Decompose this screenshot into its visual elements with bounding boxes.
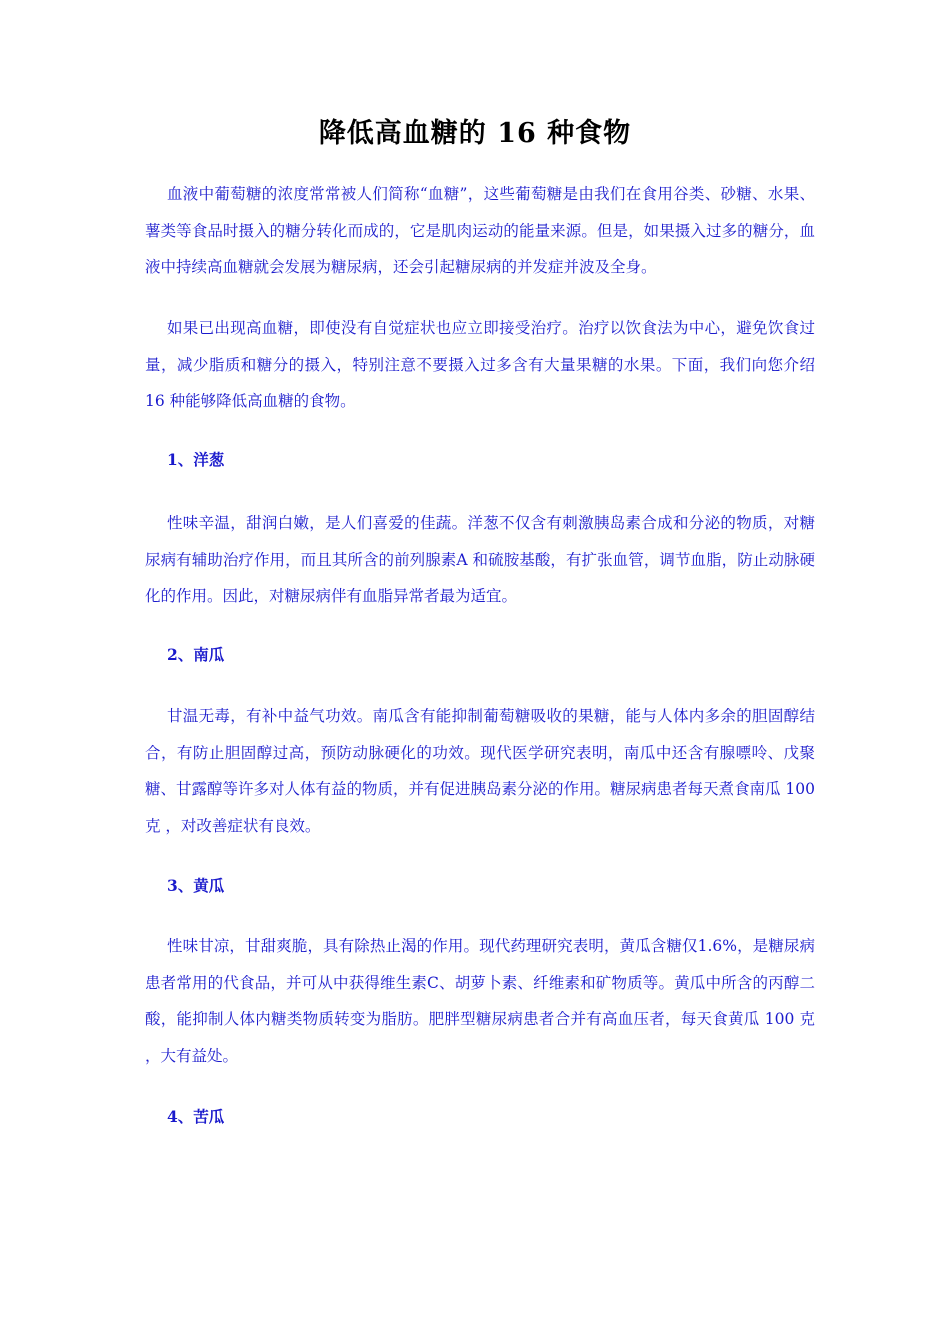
intro-paragraph-2: 如果已出现高血糖，即使没有自觉症状也应立即接受治疗。治疗以饮食法为中心，避免饮食过量，减少脂质和糖分的摄入，特别注意不要摄入过多含有大量果糖的水果。下面，我们向您介绍 16 种能够降低高血糖的食物。 — [145, 319, 815, 410]
food-text-pumpkin: 甘温无毒，有补中益气功效。南瓜含有能抑制葡萄糖吸收的果糖，能与人体内多余的胆固醇结合，有防止胆固醇过高，预防动脉硬化的功效。现代医学研究表明，南瓜中还含有腺嘌呤、戊聚糖、甘露醇等许多对人体有益的物质，并有促进胰岛素分泌的作用。糖尿病患者每天煮食南瓜 100 克 ，对改善症状有良效。 — [145, 707, 816, 835]
food-text-cucumber: 性味甘凉，甘甜爽脆，具有除热止渴的作用。现代药理研究表明，黄瓜含糖仅1.6%，是糖尿病患者常用的代食品，并可从中获得维生素C、胡萝卜素、纤维素和矿物质等。黄瓜中所含的丙醇二酸，能抑制人体内糖类物质转变为脂肪。肥胖型糖尿病患者合并有高血压者，每天食黄瓜 100 克 ，大有益处。 — [145, 937, 815, 1065]
food-heading-cucumber: 3、黄瓜 — [167, 876, 225, 895]
food-text-onion: 性味辛温，甜润白嫩，是人们喜爱的佳蔬。洋葱不仅含有刺激胰岛素合成和分泌的物质，对糖尿病有辅助治疗作用，而且其所含的前列腺素A 和硫胺基酸，有扩张血管，调节血脂，防止动脉硬化的作用。因此，对糖尿病伴有血脂异常者最为适宜。 — [145, 514, 815, 605]
document-title: 降低高血糖的 16 种食物 — [318, 118, 632, 150]
intro-paragraph-1: 血液中葡萄糖的浓度常常被人们简称“血糖”，这些葡萄糖是由我们在食用谷类、砂糖、水果、薯类等食品时摄入的糖分转化而成的，它是肌肉运动的能量来源。但是，如果摄入过多的糖分，血液中持续高血糖就会发展为糖尿病，还会引起糖尿病的并发症并波及全身。 — [145, 185, 815, 276]
food-heading-onion: 1、洋葱 — [167, 450, 225, 469]
food-heading-bitter-melon: 4、苦瓜 — [167, 1107, 225, 1126]
food-heading-pumpkin: 2、南瓜 — [167, 645, 225, 664]
